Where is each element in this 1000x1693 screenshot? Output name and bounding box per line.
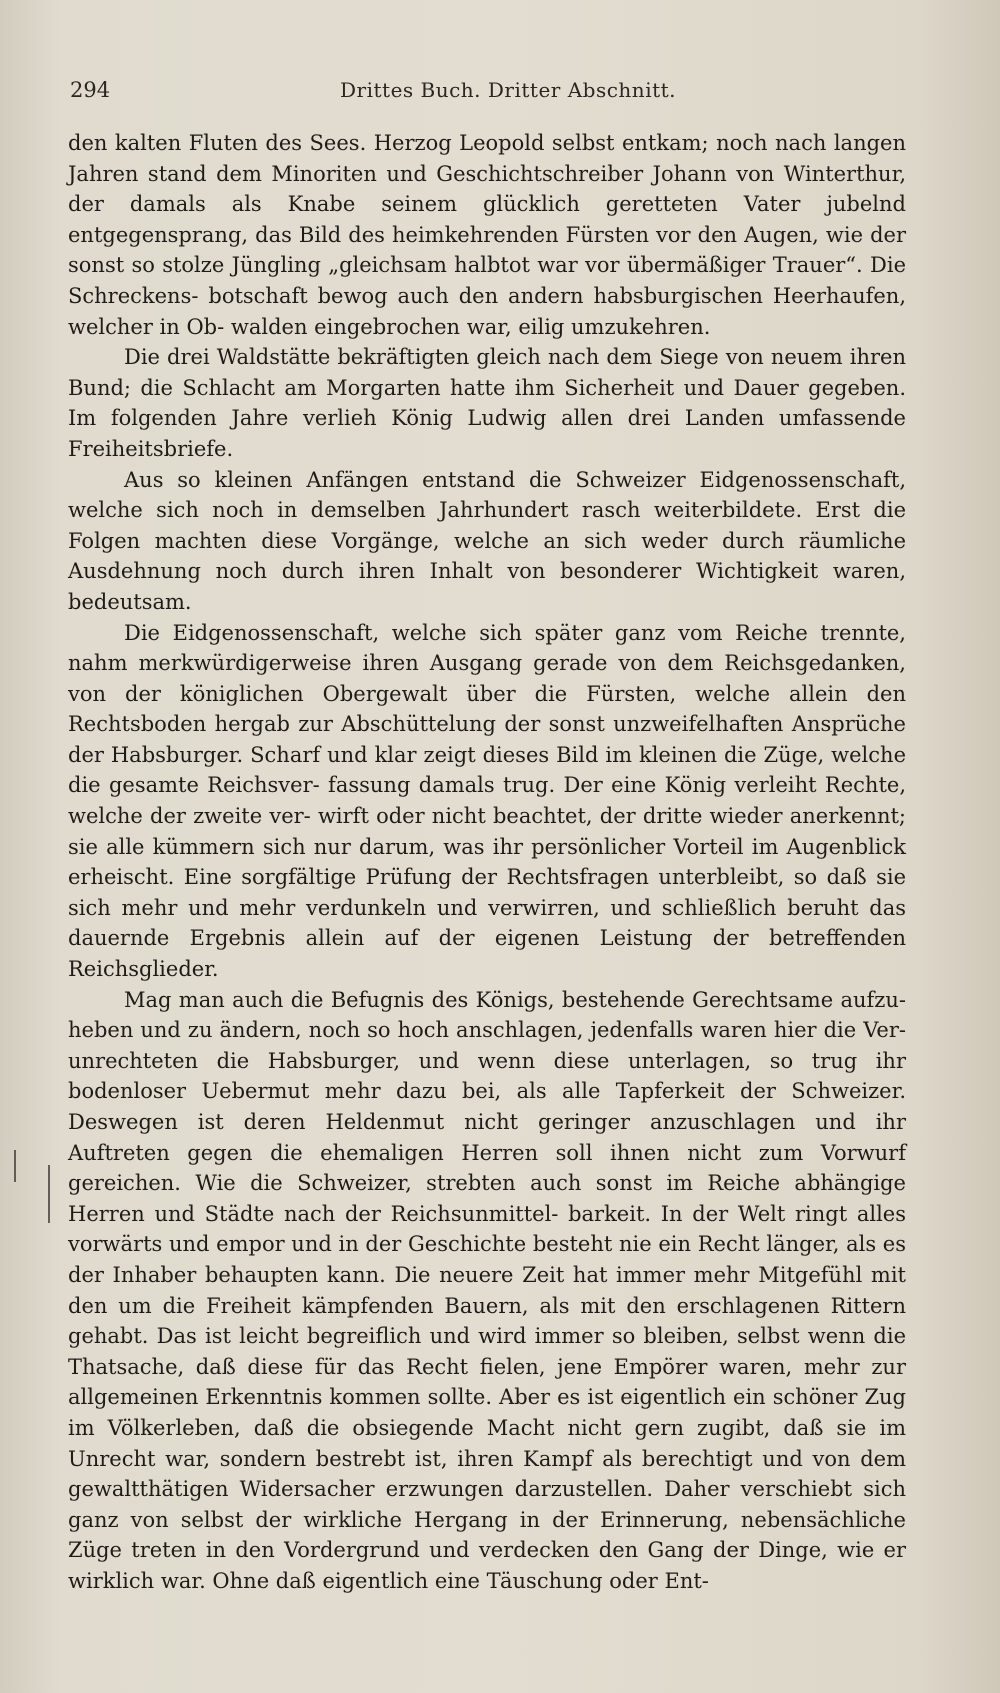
running-title: Drittes Buch. Dritter Abschnitt. xyxy=(340,78,677,102)
margin-pencil-mark xyxy=(14,1150,16,1182)
paragraph-4: Die Eidgenossenschaft, welche sich später ganz vom Reiche trennte, nahm merkwürdigerweise ihren Ausgang gerade von dem Reichsgedanken, von der königlichen Obergewalt über die Fürsten, welche allein den Rechtsboden hergab zur Abschüttelung der sonst unzweifelhaften Ansprüche der Habsburger. Scharf und klar zeigt dieses Bild im kleinen die Züge, welche die gesamte Reichsver- fassung damals trug. Der eine König verleiht Rechte, welche der zweite ver- wirft oder nicht beachtet, der dritte wieder anerkennt; sie alle kümmern sich nur darum, was ihr persönlicher Vorteil im Augenblick erheischt. Eine sorgfältige Prüfung der Rechtsfragen unterbleibt, so daß sie sich mehr und mehr verdunkeln und verwirren, und schließlich beruht das dauernde Ergebnis allein auf der eigenen Leistung der betreffenden Reichsglieder. xyxy=(68,620,906,982)
paragraph-3: Aus so kleinen Anfängen entstand die Schweizer Eidgenossenschaft, welche sich noch in demselben Jahrhundert rasch weiterbildete. Erst die Folgen machten diese Vorgänge, welche an sich weder durch räumliche Ausdehnung noch durch ihren Inhalt von besonderer Wichtigkeit waren, bedeutsam. xyxy=(68,467,906,614)
margin-pencil-mark xyxy=(48,1165,50,1223)
paragraph-1: den kalten Fluten des Sees. Herzog Leopold selbst entkam; noch nach langen Jahren stand dem Minoriten und Geschichtschreiber Johann von Winterthur, der damals als Knabe seinem glücklich geretteten Vater jubelnd entgegensprang, das Bild des heimkehrenden Fürsten vor den Augen, wie der sonst so stolze Jüngling „gleichsam halbtot war vor übermäßiger Trauer“. Die Schreckens- botschaft bewog auch den andern habsburgischen Heerhaufen, welcher in Ob- walden eingebrochen war, eilig umzukehren. xyxy=(68,131,906,339)
page-number: 294 xyxy=(70,78,111,102)
page-header xyxy=(70,78,905,108)
paragraph-5: Mag man auch die Befugnis des Königs, bestehende Gerechtsame aufzu- heben und zu ändern, noch so hoch anschlagen, jedenfalls waren hier die Ver- unrechteten die Habsburger, und wenn diese unterlagen, so trug ihr bodenloser Uebermut mehr dazu bei, als alle Tapferkeit der Schweizer. Deswegen ist deren Heldenmut nicht geringer anzuschlagen und ihr Auftreten gegen die ehemaligen Herren soll ihnen nicht zum Vorwurf gereichen. Wie die Schweizer, strebten auch sonst im Reiche abhängige Herren und Städte nach der Reichsunmittel- barkeit. In der Welt ringt alles vorwärts und empor und in der Geschichte besteht nie ein Recht länger, als es der Inhaber behaupten kann. Die neuere Zeit hat immer mehr Mitgefühl mit den um die Freiheit kämpfenden Bauern, als mit den erschlagenen Rittern gehabt. Das ist leicht begreiflich und wird immer so bleiben, selbst wenn die Thatsache, daß diese für das Recht fielen, jene Empörer waren, mehr zur allgemeinen Erkenntnis kommen sollte. Aber es ist eigentlich ein schöner Zug im Völkerleben, daß die obsiegende Macht nicht gern zugibt, daß sie im Unrecht war, sondern bestrebt ist, ihren Kampf als berechtigt und von dem gewaltthätigen Widersacher erzwungen darzustellen. Daher verschiebt sich ganz von selbst der wirkliche Hergang in der Erinnerung, nebensächliche Züge treten in den Vordergrund und verdecken den Gang der Dinge, wie er wirklich war. Ohne daß eigentlich eine Täuschung oder Ent- xyxy=(68,987,906,1593)
paragraph-2: Die drei Waldstätte bekräftigten gleich nach dem Siege von neuem ihren Bund; die Schlacht am Morgarten hatte ihm Sicherheit und Dauer gegeben. Im folgenden Jahre verlieh König Ludwig allen drei Landen umfassende Freiheitsbriefe. xyxy=(68,345,906,461)
body-text xyxy=(68,128,906,1597)
